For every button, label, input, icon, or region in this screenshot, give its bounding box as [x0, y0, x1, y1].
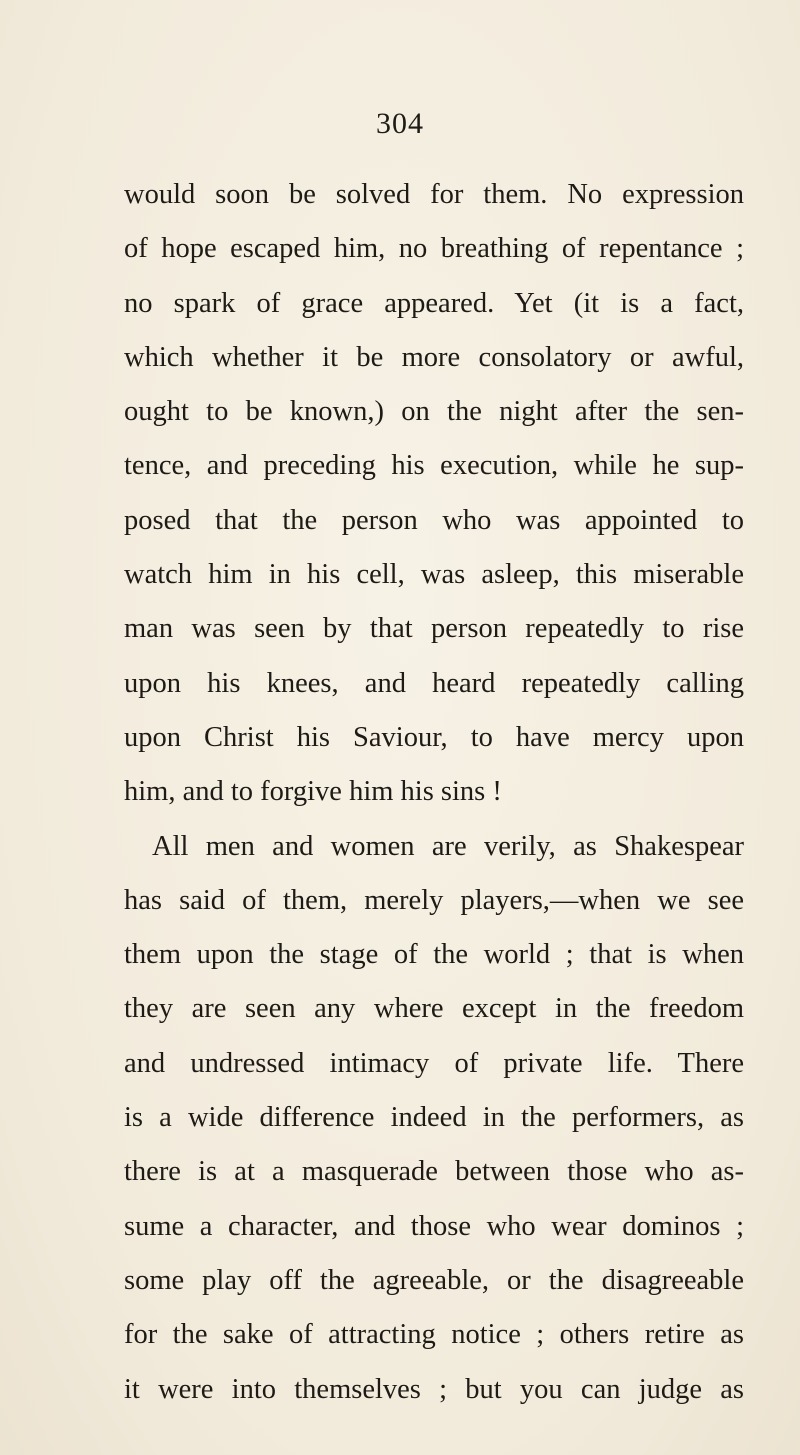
text-line: ought to be known,) on the night after the sen-: [124, 396, 744, 428]
text-line: tence, and preceding his execution, while he sup-: [124, 450, 744, 482]
text-line: upon Christ his Saviour, to have mercy upon: [124, 721, 744, 753]
text-line: it were into themselves ; but you can judge as: [124, 1373, 744, 1405]
text-line: some play off the agreeable, or the disagreeable: [124, 1264, 744, 1296]
text-line: them upon the stage of the world ; that is when: [124, 939, 744, 971]
text-line: has said of them, merely players,—when we see: [124, 884, 744, 916]
text-line: which whether it be more consolatory or awful,: [124, 341, 744, 373]
text-line: sume a character, and those who wear dominos ;: [124, 1210, 744, 1242]
body-text: [124, 168, 744, 1417]
text-line: posed that the person who was appointed to: [124, 504, 744, 536]
text-line: would soon be solved for them. No expression: [124, 179, 744, 210]
text-line: of hope escaped him, no breathing of repentance ;: [124, 233, 744, 265]
page-number: 304: [376, 107, 424, 140]
text-line: for the sake of attracting notice ; others retire as: [124, 1319, 744, 1351]
text-line: upon his knees, and heard repeatedly calling: [124, 667, 744, 699]
paragraph-end-line: him, and to forgive him his sins !: [124, 776, 502, 808]
text-line: no spark of grace appeared. Yet (it is a fact,: [124, 287, 744, 319]
paragraph-start-line: All men and women are verily, as Shakespear: [152, 830, 744, 862]
text-line: there is at a masquerade between those who as-: [124, 1156, 744, 1188]
text-line: man was seen by that person repeatedly to rise: [124, 613, 744, 645]
text-line: is a wide difference indeed in the performers, as: [124, 1102, 744, 1134]
text-line: and undressed intimacy of private life. There: [124, 1047, 744, 1079]
text-line: watch him in his cell, was asleep, this miserable: [124, 559, 744, 591]
text-line: they are seen any where except in the freedom: [124, 993, 744, 1025]
